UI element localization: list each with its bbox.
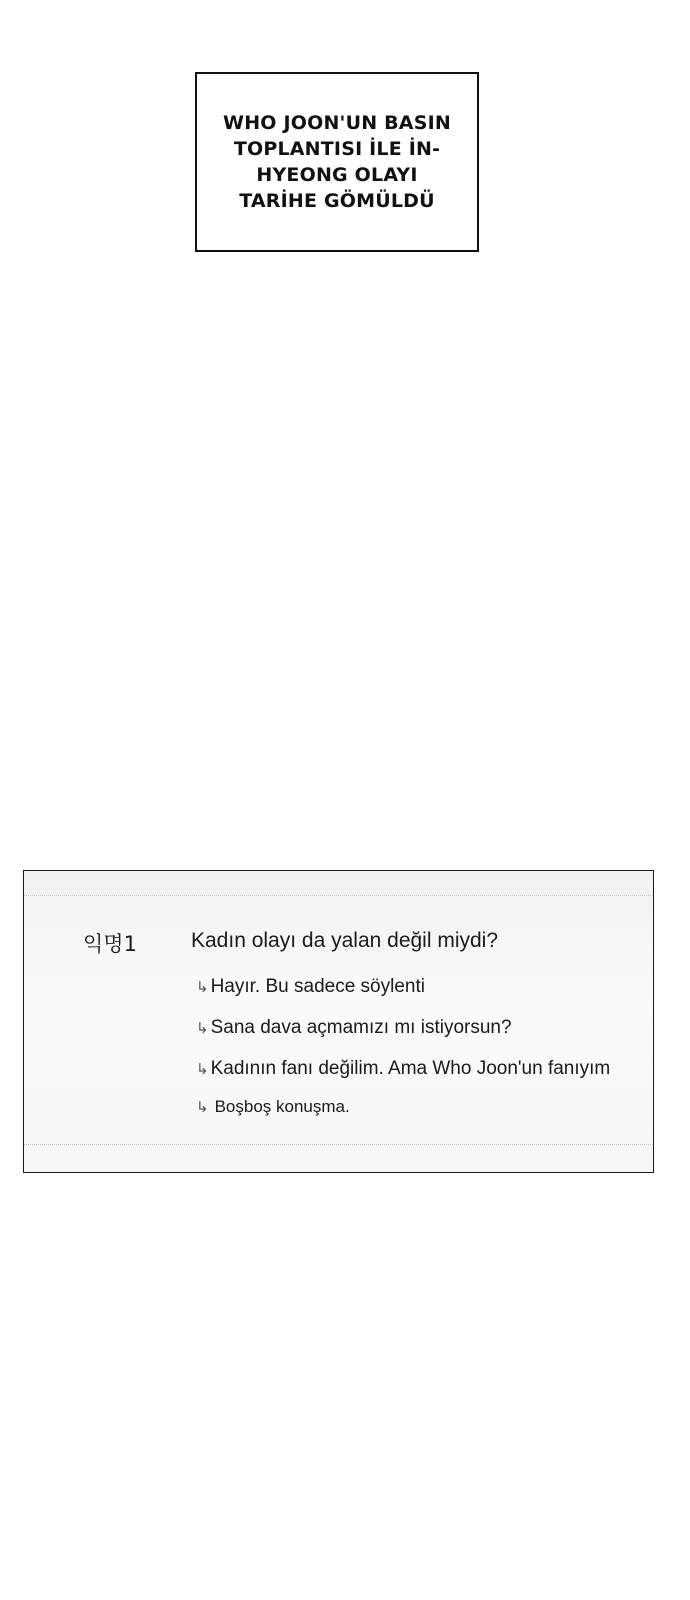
reply-text: Boşboş konuşma.	[214, 1097, 350, 1116]
reply-text: Sana dava açmamızı mı istiyorsun?	[210, 1017, 512, 1038]
caption-text: WHO JOON'UN BASIN TOPLANTISI İLE İN-HYEONG OLAYI TARİHE GÖMÜLDÜ	[223, 112, 451, 212]
top-divider	[24, 895, 653, 896]
reply-text: Hayır. Bu sadece söylenti	[210, 976, 425, 997]
reply-arrow-icon: ↳	[196, 1098, 209, 1116]
forum-post-panel	[23, 870, 654, 1173]
post-author: 익명1	[83, 932, 137, 956]
caption-box	[195, 72, 479, 252]
reply-arrow-icon: ↳	[196, 1060, 209, 1078]
reply-text: Kadının fanı değilim. Ama Who Joon'un fanıyım	[210, 1058, 611, 1079]
reply-arrow-icon: ↳	[196, 978, 209, 996]
reply-item	[196, 1097, 350, 1117]
reply-arrow-icon: ↳	[196, 1019, 209, 1037]
post-question: Kadın olayı da yalan değil miydi?	[191, 929, 499, 952]
reply-item	[196, 1058, 610, 1080]
reply-item	[196, 1017, 512, 1039]
bottom-divider	[24, 1144, 653, 1145]
reply-item	[196, 976, 425, 998]
